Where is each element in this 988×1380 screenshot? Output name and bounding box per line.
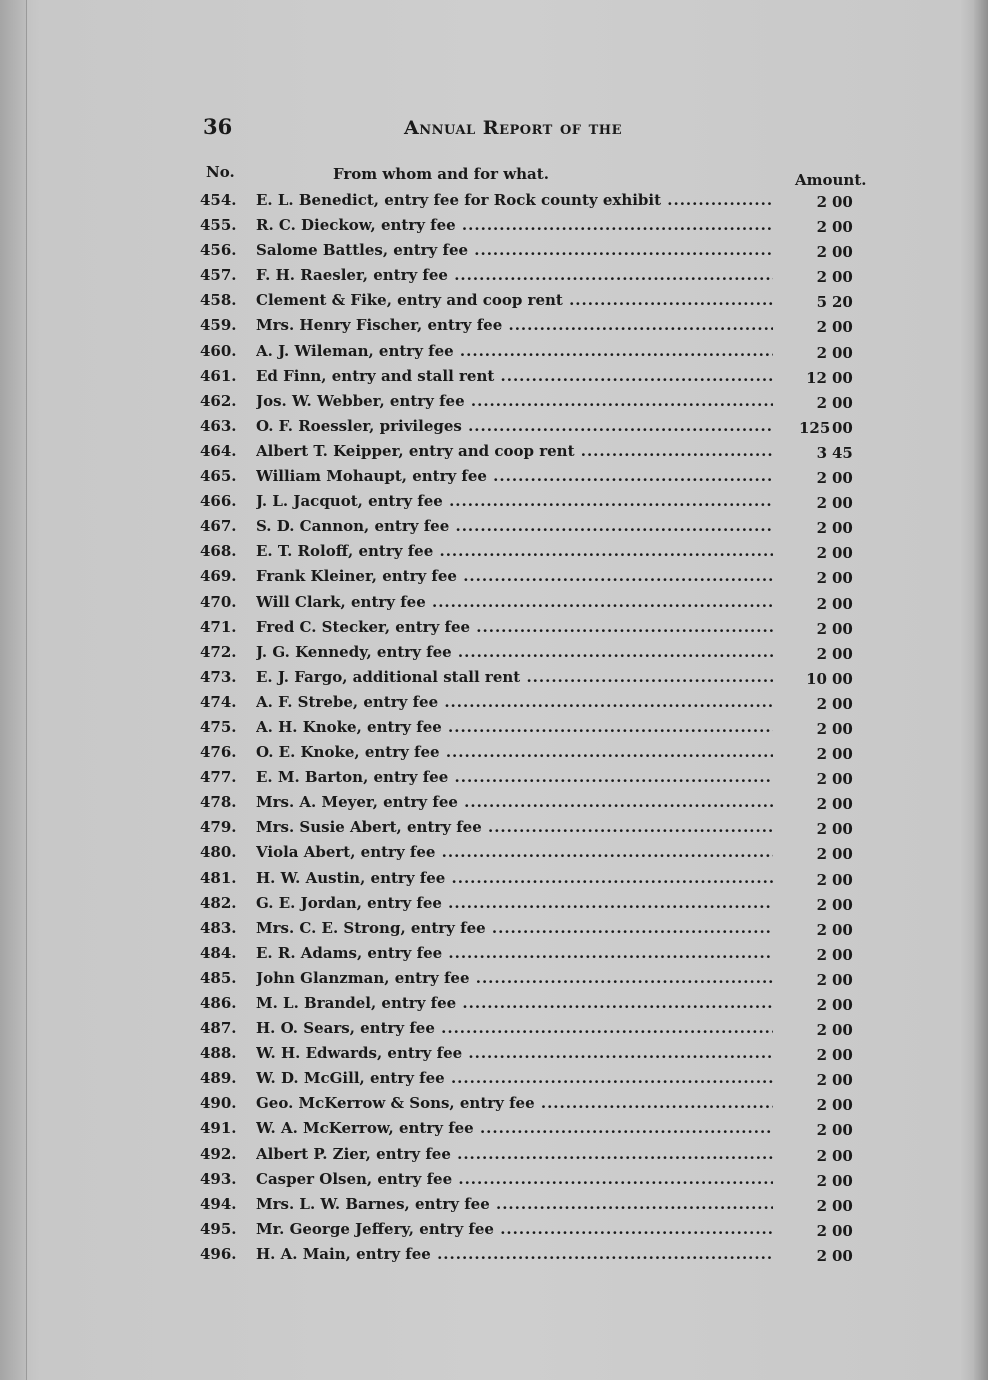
- entry-number: 495.: [200, 1219, 237, 1238]
- entry-description: M. L. Brandel, entry fee .....: [256, 994, 773, 1012]
- entry-number: 493.: [200, 1169, 237, 1188]
- list-item: [196, 414, 886, 439]
- entry-amount-cents: 00: [832, 393, 853, 412]
- entry-number: 488.: [200, 1044, 237, 1063]
- entry-number: 496.: [200, 1244, 237, 1263]
- entry-amount-cents: 00: [832, 619, 853, 638]
- list-item: [196, 866, 886, 891]
- entry-amount-dollars: 2: [816, 1046, 827, 1065]
- entry-description: A. F. Strebe, entry fee .....: [256, 693, 773, 711]
- list-item: [196, 1142, 886, 1167]
- entry-amount-dollars: 2: [816, 318, 827, 337]
- entry-amount-cents: 00: [832, 795, 853, 814]
- entry-amount-dollars: 2: [816, 218, 827, 237]
- entry-description: R. C. Dieckow, entry fee .....: [256, 216, 773, 234]
- list-item: [196, 891, 886, 916]
- list-item: [196, 790, 886, 815]
- entry-description: W. D. McGill, entry fee .....: [256, 1069, 773, 1087]
- list-item: [196, 564, 886, 589]
- entry-description: H. O. Sears, entry fee .....: [256, 1019, 773, 1037]
- entry-description: Albert P. Zier, entry fee .....: [256, 1145, 773, 1163]
- list-item: [196, 1167, 886, 1192]
- entry-description: A. J. Wileman, entry fee .....: [256, 342, 773, 360]
- list-item: [196, 1066, 886, 1091]
- entry-amount-dollars: 2: [816, 920, 827, 939]
- entry-amount-cents: 00: [832, 268, 853, 287]
- list-item: [196, 715, 886, 740]
- entry-amount-dollars: 2: [816, 945, 827, 964]
- entry-description: Salome Battles, entry fee .....: [256, 241, 773, 259]
- entry-amount-cents: 00: [832, 719, 853, 738]
- entry-amount-dollars: 2: [816, 870, 827, 889]
- page-binding-edge: [0, 0, 27, 1380]
- entry-amount-dollars: 2: [816, 393, 827, 412]
- list-item: [196, 1242, 886, 1267]
- entry-amount-dollars: 3: [816, 443, 827, 462]
- list-item: [196, 364, 886, 389]
- entry-amount-dollars: 2: [816, 1171, 827, 1190]
- entry-description: Casper Olsen, entry fee .....: [256, 1170, 773, 1188]
- entry-amount-cents: 00: [832, 694, 853, 713]
- entry-amount-cents: 00: [832, 469, 853, 488]
- list-item: [196, 539, 886, 564]
- entry-amount-dollars: 2: [816, 820, 827, 839]
- entry-amount-cents: 00: [832, 494, 853, 513]
- entry-number: 465.: [200, 467, 237, 486]
- list-item: [196, 514, 886, 539]
- entry-description: O. E. Knoke, entry fee .....: [256, 743, 773, 761]
- entry-amount-cents: 00: [832, 895, 853, 914]
- entry-amount-dollars: 2: [816, 1246, 827, 1265]
- entry-description: William Mohaupt, entry fee .....: [256, 467, 773, 485]
- entry-amount-cents: 00: [832, 669, 853, 688]
- entry-amount-dollars: 5: [816, 293, 827, 312]
- entry-amount-dollars: 2: [816, 1146, 827, 1165]
- entry-amount-cents: 00: [832, 770, 853, 789]
- entry-number: 466.: [200, 492, 237, 511]
- entry-amount-cents: 00: [832, 343, 853, 362]
- list-item: [196, 439, 886, 464]
- entry-number: 482.: [200, 893, 237, 912]
- entry-amount-dollars: 2: [816, 343, 827, 362]
- entry-amount-dollars: 2: [816, 243, 827, 262]
- entry-amount-cents: 00: [832, 544, 853, 563]
- entry-amount-dollars: 2: [816, 544, 827, 563]
- entry-amount-cents: 00: [832, 870, 853, 889]
- entry-number: 485.: [200, 968, 237, 987]
- entry-amount-dollars: 2: [816, 494, 827, 513]
- entry-amount-cents: 00: [832, 845, 853, 864]
- entry-amount-cents: 00: [832, 193, 853, 211]
- entry-description: E. T. Roloff, entry fee .....: [256, 542, 773, 560]
- entry-number: 481.: [200, 868, 237, 887]
- entry-amount-cents: 00: [832, 1196, 853, 1215]
- entry-number: 489.: [200, 1069, 237, 1088]
- list-item: [196, 665, 886, 690]
- entry-amount-dollars: 2: [816, 619, 827, 638]
- list-item: [196, 238, 886, 263]
- entry-description: Will Clark, entry fee .....: [256, 593, 773, 611]
- entry-number: 467.: [200, 517, 237, 536]
- entry-number: 480.: [200, 843, 237, 862]
- list-item: [196, 690, 886, 715]
- list-item: [196, 464, 886, 489]
- entry-description: Mrs. Susie Abert, entry fee .....: [256, 818, 773, 836]
- entry-number: 454.: [200, 191, 237, 209]
- entry-amount-dollars: 2: [816, 644, 827, 663]
- entry-amount-dollars: 2: [816, 1096, 827, 1115]
- entry-amount-cents: 45: [832, 443, 853, 462]
- entry-number: 470.: [200, 592, 237, 611]
- entry-amount-cents: 00: [832, 1046, 853, 1065]
- entry-number: 464.: [200, 441, 237, 460]
- list-item: [196, 1217, 886, 1242]
- entry-number: 492.: [200, 1144, 237, 1163]
- entry-number: 483.: [200, 918, 237, 937]
- entry-amount-cents: 00: [832, 1021, 853, 1040]
- entry-amount-dollars: 2: [816, 770, 827, 789]
- entry-number: 486.: [200, 994, 237, 1012]
- entry-amount-cents: 00: [832, 418, 853, 437]
- entry-number: 469.: [200, 567, 237, 586]
- entry-number: 494.: [200, 1194, 237, 1213]
- list-item: [196, 339, 886, 364]
- entry-description: Mrs. C. E. Strong, entry fee .....: [256, 919, 773, 937]
- list-item: [196, 590, 886, 615]
- entry-description: Geo. McKerrow & Sons, entry fee .....: [256, 1094, 773, 1112]
- entry-number: 456.: [200, 241, 237, 260]
- entry-number: 468.: [200, 542, 237, 561]
- list-item: [196, 263, 886, 288]
- list-item: [196, 1091, 886, 1116]
- entry-amount-dollars: 2: [816, 719, 827, 738]
- entry-amount-dollars: 2: [816, 193, 827, 211]
- entry-amount-cents: 00: [832, 820, 853, 839]
- entry-amount-cents: 00: [832, 519, 853, 538]
- page-number: 36: [203, 114, 233, 139]
- entry-number: 491.: [200, 1119, 237, 1138]
- list-item: [196, 1016, 886, 1041]
- entry-amount-cents: 00: [832, 1146, 853, 1165]
- entry-number: 463.: [200, 416, 237, 435]
- entry-description: Jos. W. Webber, entry fee .....: [256, 392, 773, 410]
- entry-description: E. L. Benedict, entry fee for Rock county exhibit .....: [256, 191, 773, 209]
- entry-number: 490.: [200, 1094, 237, 1113]
- entry-amount-cents: 00: [832, 243, 853, 262]
- entry-description: J. L. Jacquot, entry fee .....: [256, 492, 773, 510]
- entry-description: John Glanzman, entry fee .....: [256, 969, 773, 987]
- entry-number: 455.: [200, 216, 237, 235]
- entry-description: E. R. Adams, entry fee .....: [256, 944, 773, 962]
- entry-amount-cents: 00: [832, 594, 853, 613]
- entry-amount-cents: 00: [832, 1221, 853, 1240]
- list-item: [196, 740, 886, 765]
- entry-amount-cents: 20: [832, 293, 853, 312]
- entry-description: Albert T. Keipper, entry and coop rent .....: [256, 442, 773, 460]
- entry-amount-dollars: 12: [806, 368, 827, 387]
- entry-amount-dollars: 2: [816, 268, 827, 287]
- page-outer-edge: [974, 0, 988, 1380]
- entry-number: 476.: [200, 743, 237, 762]
- entry-amount-cents: 00: [832, 920, 853, 939]
- list-item: [196, 840, 886, 865]
- entry-number: 458.: [200, 291, 237, 310]
- entry-number: 460.: [200, 341, 237, 360]
- entry-amount-cents: 00: [832, 318, 853, 337]
- column-header-no: No.: [206, 163, 235, 181]
- entry-amount-dollars: 2: [816, 569, 827, 588]
- entry-description: W. H. Edwards, entry fee .....: [256, 1044, 773, 1062]
- entry-number: 475.: [200, 717, 237, 736]
- list-item: [196, 966, 886, 991]
- entry-amount-dollars: 2: [816, 694, 827, 713]
- entry-amount-cents: 00: [832, 1071, 853, 1090]
- entry-amount-cents: 00: [832, 745, 853, 764]
- entry-amount-cents: 00: [832, 368, 853, 387]
- entry-amount-cents: 00: [832, 945, 853, 964]
- entry-amount-dollars: 125: [799, 418, 831, 437]
- list-item: [196, 991, 886, 1016]
- column-header-amount: Amount.: [795, 171, 867, 189]
- entry-amount-dollars: 2: [816, 795, 827, 814]
- entry-amount-cents: 00: [832, 996, 853, 1014]
- entries-list: [196, 188, 886, 1267]
- entry-amount-cents: 00: [832, 1171, 853, 1190]
- entry-amount-cents: 00: [832, 569, 853, 588]
- entry-number: 478.: [200, 793, 237, 812]
- entry-amount-dollars: 2: [816, 469, 827, 488]
- entry-amount-dollars: 2: [816, 895, 827, 914]
- entry-description: H. W. Austin, entry fee .....: [256, 869, 773, 887]
- list-item: [196, 489, 886, 514]
- entry-description: E. J. Fargo, additional stall rent .....: [256, 668, 773, 686]
- entry-amount-dollars: 2: [816, 519, 827, 538]
- entry-number: 477.: [200, 768, 237, 787]
- entry-description: Viola Abert, entry fee .....: [256, 843, 773, 861]
- entry-amount-cents: 00: [832, 970, 853, 989]
- entry-number: 484.: [200, 943, 237, 962]
- entry-description: W. A. McKerrow, entry fee .....: [256, 1119, 773, 1137]
- entry-amount-cents: 00: [832, 1096, 853, 1115]
- list-item: [196, 916, 886, 941]
- entry-amount-cents: 00: [832, 1121, 853, 1140]
- entry-description: Frank Kleiner, entry fee .....: [256, 567, 773, 585]
- list-item: [196, 615, 886, 640]
- entry-description: Mrs. A. Meyer, entry fee .....: [256, 793, 773, 811]
- entry-description: Mrs. Henry Fischer, entry fee .....: [256, 316, 773, 334]
- entry-amount-dollars: 2: [816, 745, 827, 764]
- entry-amount-cents: 00: [832, 1246, 853, 1265]
- entry-amount-dollars: 2: [816, 970, 827, 989]
- entry-amount-dollars: 2: [816, 594, 827, 613]
- entry-amount-dollars: 2: [816, 1221, 827, 1240]
- list-item: [196, 941, 886, 966]
- entry-amount-dollars: 2: [816, 1121, 827, 1140]
- entry-amount-dollars: 2: [816, 1196, 827, 1215]
- entry-description: O. F. Roessler, privileges .....: [256, 417, 773, 435]
- list-item: [196, 288, 886, 313]
- entry-amount-dollars: 2: [816, 996, 827, 1014]
- column-header-description: From whom and for what.: [333, 165, 549, 183]
- entry-amount-dollars: 2: [816, 1021, 827, 1040]
- list-item: [196, 765, 886, 790]
- entry-amount-cents: 00: [832, 218, 853, 237]
- entry-number: 471.: [200, 617, 237, 636]
- entry-description: A. H. Knoke, entry fee .....: [256, 718, 773, 736]
- entry-number: 462.: [200, 391, 237, 410]
- entry-amount-cents: 00: [832, 644, 853, 663]
- list-item: [196, 389, 886, 414]
- entry-description: Ed Finn, entry and stall rent .....: [256, 367, 773, 385]
- entry-description: Fred C. Stecker, entry fee .....: [256, 618, 773, 636]
- entry-number: 461.: [200, 366, 237, 385]
- list-item: [196, 1041, 886, 1066]
- entry-number: 474.: [200, 692, 237, 711]
- entry-description: Mr. George Jeffery, entry fee .....: [256, 1220, 773, 1238]
- entry-description: H. A. Main, entry fee .....: [256, 1245, 773, 1263]
- list-item: [196, 188, 886, 213]
- entry-amount-dollars: 2: [816, 1071, 827, 1090]
- entry-amount-dollars: 10: [806, 669, 827, 688]
- entry-number: 487.: [200, 1019, 237, 1038]
- list-item: [196, 1116, 886, 1141]
- entry-description: G. E. Jordan, entry fee .....: [256, 894, 773, 912]
- entry-number: 459.: [200, 316, 237, 335]
- entry-number: 457.: [200, 266, 237, 285]
- entry-number: 479.: [200, 818, 237, 837]
- list-item: [196, 313, 886, 338]
- running-title: Annual Report of the: [404, 117, 622, 139]
- list-item: [196, 640, 886, 665]
- entry-description: E. M. Barton, entry fee .....: [256, 768, 773, 786]
- list-item: [196, 1192, 886, 1217]
- entry-number: 473.: [200, 667, 237, 686]
- entry-number: 472.: [200, 642, 237, 661]
- entry-amount-dollars: 2: [816, 845, 827, 864]
- list-item: [196, 815, 886, 840]
- entry-description: Clement & Fike, entry and coop rent .....: [256, 291, 773, 309]
- entry-description: F. H. Raesler, entry fee .....: [256, 266, 773, 284]
- entry-description: Mrs. L. W. Barnes, entry fee .....: [256, 1195, 773, 1213]
- list-item: [196, 213, 886, 238]
- entry-description: J. G. Kennedy, entry fee .....: [256, 643, 773, 661]
- entry-description: S. D. Cannon, entry fee .....: [256, 517, 773, 535]
